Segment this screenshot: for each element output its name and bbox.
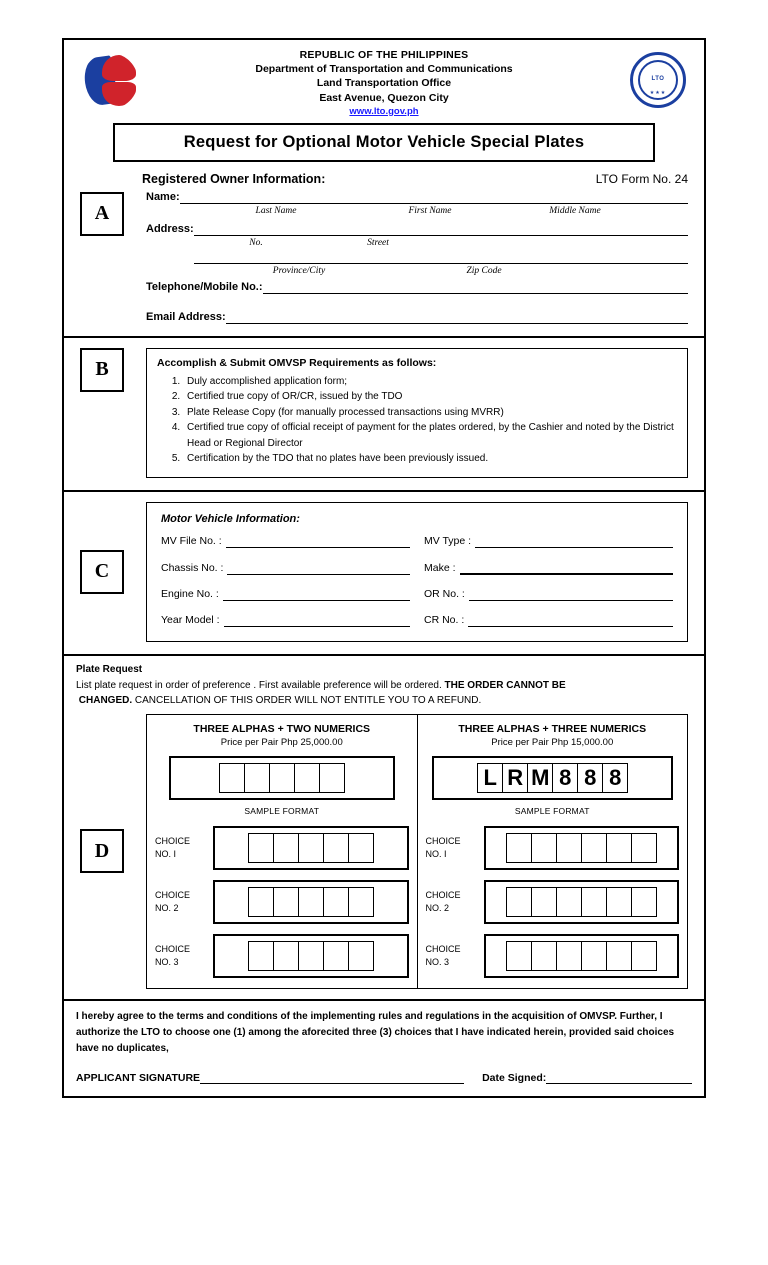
mv-type-input[interactable] [475,535,673,548]
choice-cell[interactable] [506,887,532,917]
choice-cell[interactable] [581,833,607,863]
engine-no-label: Engine No. : [161,587,219,600]
requirements-box [146,348,688,478]
or-no-input[interactable] [469,588,673,601]
year-model-row [161,614,410,627]
sample-cell [269,763,295,793]
choice-label-line2: NO. 3 [425,956,450,967]
choice-input-row[interactable] [213,826,409,870]
cr-no-input[interactable] [468,614,673,627]
choice-label [426,943,484,967]
motor-vehicle-title: Motor Vehicle Information: [161,512,300,525]
signature-row [76,1071,692,1084]
panel-title: THREE ALPHAS + TWO NUMERICS [193,722,371,735]
lto-seal-container [622,48,694,108]
year-model-label: Year Model : [161,613,220,626]
choice-cell[interactable] [273,941,299,971]
engine-no-input[interactable] [223,588,410,601]
address-input-1[interactable] [194,222,688,236]
chassis-no-input[interactable] [227,562,410,575]
choice-row-2 [155,880,409,924]
section-d-letter-col [80,714,142,989]
name-label: Name: [146,190,180,203]
choice-row-1 [155,826,409,870]
or-no-label: OR No. : [424,587,465,600]
choice-label-line1: CHOICE [155,944,191,955]
choice-cell[interactable] [248,941,274,971]
choice-label-line2: NO. 2 [155,902,179,913]
section-a-letter-col [80,190,142,326]
choice-cell[interactable] [531,941,557,971]
requirements-list [157,374,677,467]
choice-input-row[interactable] [484,826,680,870]
choice-cell[interactable] [581,941,607,971]
email-row [146,310,688,324]
panel-price: Price per Pair Php 25,000.00 [220,736,343,748]
choice-cell[interactable] [556,887,582,917]
agreement-text: I hereby agree to the terms and conditions of the implementing rules and regulations in the acquisition of OMVSP. Further, I authorize the LTO to choose one (1) among the aforecited three (3) choices that I have indicated herein, provided said choices have no duplicates, [76,1010,675,1054]
sample-cell [294,763,320,793]
instruction-bold-2: CHANGED. [78,694,133,706]
list-item: 3. Plate Release Copy (for manually processed transactions using MVRR) [183,405,677,421]
list-item: 5. Certification by the TDO that no plates have been previously issued. [183,451,677,467]
first-name-sublabel: First Name [408,205,452,216]
choice-input-row[interactable] [484,880,680,924]
email-label: Email Address: [146,310,226,323]
choice-row-3 [426,934,680,978]
sample-cell: 8 [552,763,578,793]
office-line: Land Transportation Office [316,77,452,90]
choice-cell[interactable] [348,887,374,917]
choice-cell[interactable] [606,941,632,971]
date-signed-label: Date Signed: [482,1071,547,1084]
no-sublabel: No. [249,237,263,248]
form-number: LTO Form No. 24 [595,171,688,186]
sample-format-label: SAMPLE FORMAT [514,805,590,816]
sample-cell: R [502,763,528,793]
choice-cell[interactable] [506,941,532,971]
plate-request-header [64,662,704,714]
telephone-row [146,280,688,294]
dotc-seal-container [74,48,146,110]
website-link[interactable]: www.lto.gov.ph [349,105,419,117]
telephone-input[interactable] [263,280,688,294]
choice-cell[interactable] [348,941,374,971]
section-b-letter-col [80,348,142,478]
choice-cell[interactable] [606,887,632,917]
sample-cell: M [527,763,553,793]
name-row [146,190,688,204]
middle-name-sublabel: Middle Name [549,205,601,216]
plate-panels [146,714,688,989]
plate-panel-three-alphas-three-numerics [417,715,688,988]
address-label: Address: [146,222,194,235]
choice-cell[interactable] [298,887,324,917]
requirements-title: Accomplish & Submit OMVSP Requirements as follows: [157,356,437,369]
choice-cell[interactable] [556,833,582,863]
section-c-letter-col [80,502,142,642]
choice-input-row[interactable] [484,934,680,978]
form-page [62,38,706,1098]
choice-cell[interactable] [581,887,607,917]
choice-label-line2: NO. I [155,848,177,859]
plate-request-instructions [76,678,692,708]
panel-title: THREE ALPHAS + THREE NUMERICS [458,722,647,735]
address-row-2 [146,250,688,264]
list-item: 2. Certified true copy of OR/CR, issued by the TDO [183,389,677,405]
email-input[interactable] [226,310,688,324]
choice-label-line1: CHOICE [425,944,461,955]
plate-request-heading: Plate Request [76,663,143,675]
choice-cell[interactable] [298,833,324,863]
lto-seal-text: LTO [651,76,665,82]
section-c-letter: C [80,550,124,594]
street-sublabel: Street [367,237,389,248]
address-input-2[interactable] [194,250,688,264]
choice-cell[interactable] [348,833,374,863]
chassis-no-row [161,561,410,575]
section-a [64,172,704,336]
list-item: 1. Duly accomplished application form; [183,374,677,390]
make-input[interactable] [460,561,673,575]
panel-price: Price per Pair Php 15,000.00 [491,736,614,748]
choice-input-row[interactable] [213,934,409,978]
section-b [64,336,704,490]
choice-cell[interactable] [248,887,274,917]
choice-row-2 [426,880,680,924]
sample-cell [244,763,270,793]
choice-label-line2: NO. 3 [155,956,179,967]
sample-cell: L [477,763,503,793]
choice-label [155,889,213,913]
make-row [424,561,673,575]
sample-cell: 8 [602,763,628,793]
section-d [64,654,704,999]
zip-code-sublabel: Zip Code [466,265,502,276]
choice-label [155,835,213,859]
choice-label-line1: CHOICE [425,890,461,901]
name-sublabels [146,206,688,216]
mv-file-no-row [161,535,410,548]
choice-label [426,889,484,913]
choice-cell[interactable] [273,833,299,863]
choice-cell[interactable] [531,887,557,917]
choice-cell[interactable] [323,941,349,971]
instruction-text-1: List plate request in order of preference . First available preference will be ordered. [76,679,442,691]
choice-cell[interactable] [631,887,657,917]
choice-row-1 [426,826,680,870]
choice-row-3 [155,934,409,978]
choice-cell[interactable] [248,833,274,863]
choice-label-line1: CHOICE [155,890,191,901]
choice-cell[interactable] [506,833,532,863]
lto-seal-icon: LTO ★★★ [630,52,686,108]
telephone-label: Telephone/Mobile No.: [146,280,263,293]
registered-owner-heading: Registered Owner Information: [142,171,326,186]
cr-no-label: CR No. : [424,613,465,626]
section-a-letter: A [80,192,124,236]
choice-cell[interactable] [531,833,557,863]
engine-no-row [161,588,410,601]
republic-line: REPUBLIC OF THE PHILIPPINES [299,49,469,61]
cr-no-row [424,614,673,627]
mv-type-label: MV Type : [424,534,472,547]
make-label: Make : [424,561,456,574]
name-input[interactable] [180,190,688,204]
choice-cell[interactable] [273,887,299,917]
or-no-row [424,588,673,601]
year-model-input[interactable] [224,614,410,627]
last-name-sublabel: Last Name [255,205,297,216]
mv-type-row [424,535,673,548]
motor-vehicle-box [146,502,688,642]
mv-file-no-label: MV File No. : [161,534,222,547]
sample-cell: 8 [577,763,603,793]
instruction-bold-1: THE ORDER CANNOT BE [444,679,566,691]
list-item: 4. Certified true copy of official receipt of payment for the plates ordered, by the Cashier and noted by the District Head or Regional Director [183,420,677,451]
form-title: Request for Optional Motor Vehicle Special Plates [113,123,655,162]
choice-label-line1: CHOICE [425,836,461,847]
instruction-text-2: CANCELLATION OF THIS ORDER WILL NOT ENTITLE YOU TO A REFUND. [134,694,482,706]
choice-label-line2: NO. I [425,848,447,859]
motor-vehicle-fields [161,535,673,627]
form-title-wrap [64,121,704,172]
choice-label-line1: CHOICE [155,836,191,847]
choice-label [426,835,484,859]
address-sublabels-1 [146,238,688,248]
section-b-letter: B [80,348,124,392]
sample-plate [432,756,674,800]
applicant-signature-input[interactable] [200,1071,464,1084]
address-sublabels-2 [146,266,688,276]
dotc-seal-icon [81,52,139,110]
choice-label-line2: NO. 2 [425,902,450,913]
section-c [64,490,704,654]
applicant-signature-label: APPLICANT SIGNATURE [76,1071,201,1084]
choice-cell[interactable] [631,833,657,863]
plate-panel-three-alphas-two-numerics [147,715,417,988]
choice-cell[interactable] [606,833,632,863]
sample-plate [169,756,395,800]
choice-cell[interactable] [323,887,349,917]
sample-cell [319,763,345,793]
department-line: Department of Transportation and Communications [255,63,513,76]
section-d-letter: D [80,829,124,873]
choice-cell[interactable] [631,941,657,971]
date-signed-input[interactable] [546,1071,692,1084]
section-a-header-row [64,172,704,190]
chassis-no-label: Chassis No. : [161,561,224,574]
address-line: East Avenue, Quezon City [319,91,449,104]
sample-format-label: SAMPLE FORMAT [244,805,320,816]
address-row-1 [146,222,688,236]
choice-cell[interactable] [556,941,582,971]
choice-cell[interactable] [298,941,324,971]
choice-label [155,943,213,967]
form-header [64,40,704,121]
agency-heading [146,48,622,119]
sample-cell [219,763,245,793]
agreement-section [64,999,704,1096]
province-city-sublabel: Province/City [272,265,326,276]
choice-input-row[interactable] [213,880,409,924]
choice-cell[interactable] [323,833,349,863]
mv-file-no-input[interactable] [226,535,410,548]
